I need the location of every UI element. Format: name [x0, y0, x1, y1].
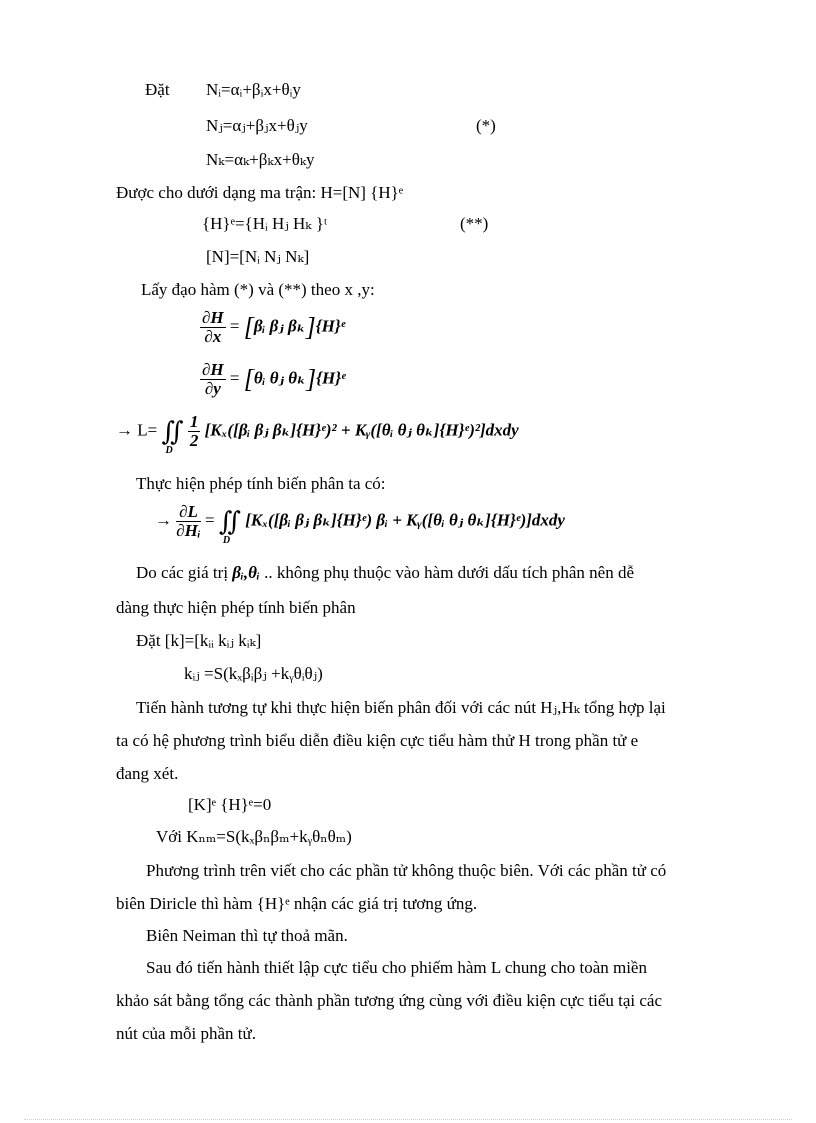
fraction-dh-dy — [200, 361, 226, 398]
h-vector: {H}ᵉ={Hᵢ Hⱼ Hₖ }ᵗ — [202, 214, 328, 233]
variation-body: [Kₓ([βᵢ βⱼ βₖ]{H}ᵉ) βᵢ + Kᵧ([θᵢ θⱼ θₖ]{H}ᵉ)]dxdy — [245, 510, 565, 530]
equation-ni: Nᵢ=αᵢ+βᵢx+θᵢy — [206, 80, 301, 99]
fraction-numerator: ∂L — [176, 503, 201, 522]
paragraph-phuong-trinh-line2: biên Diricle thì hàm {H}ᵉ nhận các giá trị tương ứng. — [116, 894, 478, 913]
beta-theta-symbols: βᵢ,θᵢ — [232, 563, 260, 582]
calc-variation-line: Thực hiện phép tính biến phân ta có: — [136, 474, 386, 493]
formula-functional-l — [116, 412, 519, 456]
bracket-close: ] — [305, 364, 317, 394]
n-vector: [N]=[Nᵢ Nⱼ Nₖ] — [206, 247, 310, 266]
fraction-one-half — [188, 413, 201, 450]
bracket-close: ] — [305, 312, 316, 342]
page-bottom-rule — [24, 1119, 792, 1120]
paragraph-phuong-trinh-line1: Phương trình trên viết cho các phần tử không thuộc biên. Với các phần tử có — [146, 861, 667, 880]
fraction-denominator: 2 — [189, 431, 199, 450]
paragraph-do-cac-line1 — [136, 563, 634, 583]
text-span: Do các giá trị — [136, 563, 229, 582]
fraction-denominator: ∂y — [204, 379, 221, 398]
paragraph-sau-do-line3: nút của mỗi phần tử. — [116, 1024, 256, 1043]
kij-line: kᵢⱼ =S(kₓβᵢβⱼ +kᵧθᵢθⱼ) — [184, 664, 323, 683]
paragraph-tien-hanh-line3: đang xét. — [116, 764, 179, 783]
paragraph-do-cac-line2: dàng thực hiện phép tính biến phân — [116, 598, 356, 617]
paragraph-sau-do-line2: khảo sát bằng tổng các thành phần tương ứng cùng với điều kiện cực tiểu tại các — [116, 991, 663, 1010]
formula-dh-dx — [200, 309, 345, 346]
dat-label: Đặt — [145, 80, 170, 99]
paragraph-sau-do-line1: Sau đó tiến hành thiết lập cực tiểu cho phiếm hàm L chung cho toàn miền — [146, 958, 647, 977]
bracket-open: [ — [243, 364, 254, 394]
equation-nk: Nₖ=αₖ+βₖx+θₖy — [206, 150, 315, 169]
text-span: .. không phụ thuộc vào hàm dưới dấu tích phân nên dễ — [264, 563, 635, 582]
derivative-intro: Lấy đạo hàm (*) và (**) theo x ,y: — [141, 280, 375, 299]
theta-row: θᵢ θⱼ θₖ — [253, 368, 306, 388]
equation-label-star: (*) — [476, 116, 496, 135]
knm-line: Với Kₙₘ=S(kₓβₙβₘ+kᵧθₙθₘ) — [156, 827, 352, 846]
fraction-dl-dhi — [176, 503, 201, 540]
neiman-line: Biên Neiman thì tự thoả mãn. — [146, 926, 348, 945]
fraction-numerator: ∂H — [202, 360, 224, 379]
paragraph-tien-hanh-line1: Tiến hành tương tự khi thực hiện biến phân đối với các nút Hⱼ,Hₖ tổng hợp lại — [136, 698, 666, 717]
equation-label-star2: (**) — [460, 214, 489, 233]
equals-sign: = — [229, 368, 240, 388]
formula-dh-dy — [200, 361, 346, 398]
double-integral-symbol: ∬ D — [218, 506, 241, 546]
h-element-vector: {H}ᵉ — [316, 368, 346, 388]
arrow-l-label: → L= — [116, 420, 158, 440]
equation-nj: Nⱼ=αⱼ+βⱼx+θⱼy — [206, 116, 308, 135]
dat-k-line: Đặt [k]=[kᵢᵢ kᵢⱼ kᵢₖ] — [136, 631, 262, 650]
fraction-numerator: 1 — [189, 412, 199, 431]
ke-equation: [K]ᵉ {H}ᵉ=0 — [188, 795, 272, 814]
equals-sign: = — [205, 510, 215, 530]
formula-dl-dhi — [155, 502, 565, 546]
fraction-denominator: ∂x — [204, 327, 222, 346]
bracket-open: [ — [243, 312, 254, 342]
h-element-vector: {H}ᵉ — [315, 316, 346, 336]
domain-d-label: D — [165, 444, 173, 456]
functional-body: [Kₓ([βᵢ βⱼ βₖ]{H}ᵉ)² + Kᵧ([θᵢ θⱼ θₖ]{H}ᵉ)²]dxdy — [204, 420, 519, 440]
equals-sign: = — [229, 316, 240, 336]
arrow-symbol: → — [155, 510, 172, 530]
paragraph-tien-hanh-line2: ta có hệ phương trình biểu diễn điều kiện cực tiểu hàm thử H trong phần tử e — [116, 731, 639, 750]
beta-row: βᵢ βⱼ βₖ — [253, 316, 306, 336]
matrix-form-line: Được cho dưới dạng ma trận: H=[N] {H}ᵉ — [116, 183, 404, 202]
double-integral-symbol: ∬ D — [161, 416, 184, 456]
fraction-dh-dx — [200, 309, 226, 346]
fraction-numerator: ∂H — [202, 308, 224, 327]
fraction-denominator: ∂Hᵢ — [176, 521, 201, 540]
domain-d-label: D — [222, 534, 231, 546]
